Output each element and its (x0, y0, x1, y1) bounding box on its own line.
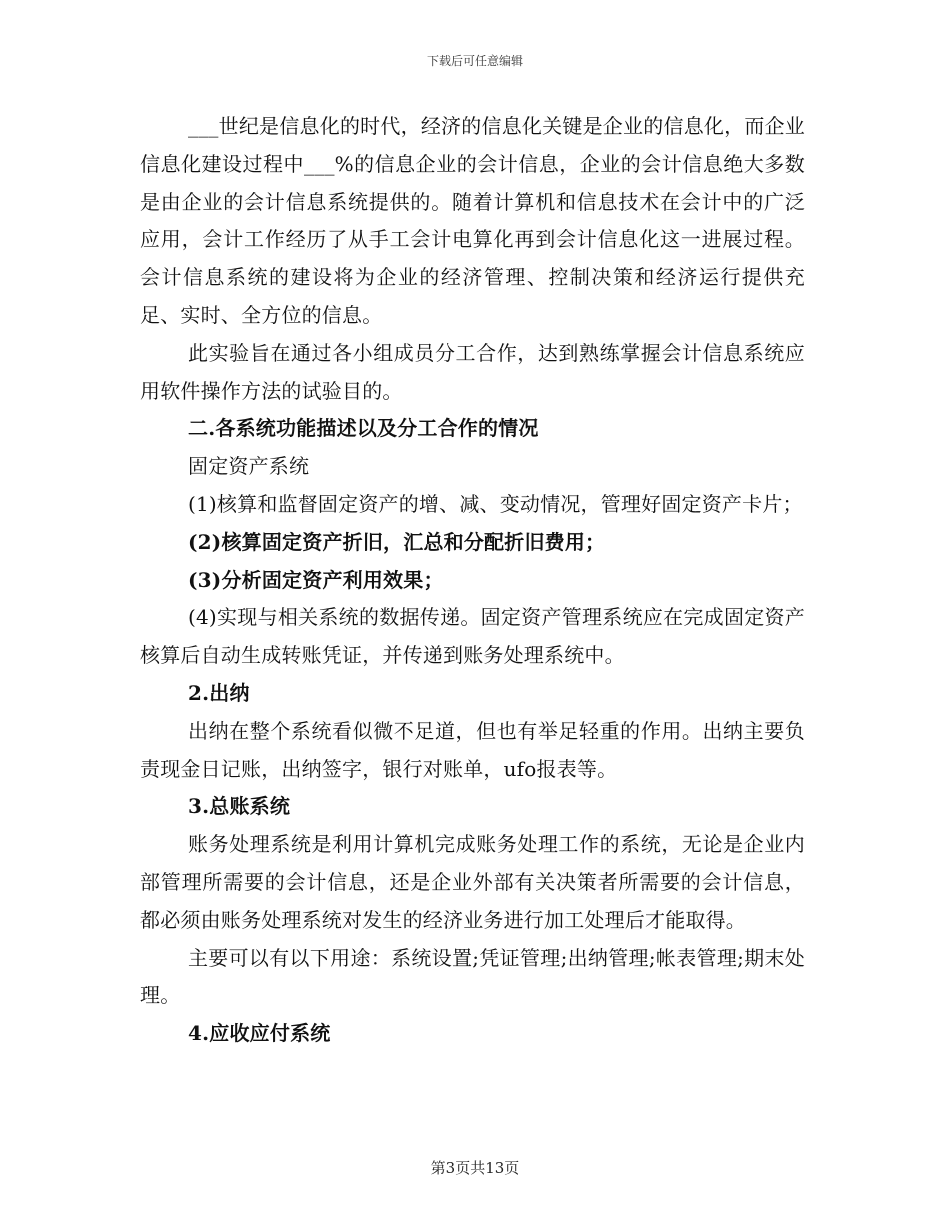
purpose-paragraph: 此实验旨在通过各小组成员分工合作，达到熟练掌握会计信息系统应用软件操作方法的试验目的。 (140, 340, 805, 403)
document-body (140, 108, 805, 1053)
list-item: (1)核算和监督固定资产的增、减、变动情况，管理好固定资产卡片； (188, 491, 803, 516)
page-header: 下载后可任意编辑 (426, 54, 523, 68)
list-item: (4)实现与相关系统的数据传递。固定资产管理系统应在完成固定资产核算后自动生成转账凭证，并传递到账务处理系统中。 (140, 605, 805, 668)
body-paragraph: 主要可以有以下用途：系统设置;凭证管理;出纳管理;帐表管理;期末处理。 (140, 945, 805, 1008)
intro-paragraph: ___世纪是信息化的时代，经济的信息化关键是企业的信息化，而企业信息化建设过程中___%的信息企业的会计信息，企业的会计信息绝大多数是由企业的会计信息系统提供的。随着计算机和信息技术在会计中的广泛应用，会计工作经历了从手工会计电算化再到会计信息化这一进展过程。会计信息系统的建设将为企业的经济管理、控制决策和经济运行提供充足、实时、全方位的信息。 (140, 114, 805, 327)
page-footer: 第3页共13页 (430, 1159, 520, 1177)
section-heading: 二.各系统功能描述以及分工合作的情况 (188, 416, 539, 441)
body-paragraph: 账务处理系统是利用计算机完成账务处理工作的系统，无论是企业内部管理所需要的会计信息，还是企业外部有关决策者所需要的会计信息，都必须由账务处理系统对发生的经济业务进行加工处理后才能取得。 (140, 832, 805, 932)
subsection-heading: 3.总账系统 (188, 794, 291, 819)
list-item: (3)分析固定资产利用效果； (188, 567, 444, 592)
subsection-heading: 2.出纳 (188, 680, 250, 705)
subsection-label: 固定资产系统 (188, 454, 310, 479)
body-paragraph: 出纳在整个系统看似微不足道，但也有举足轻重的作用。出纳主要负责现金日记账，出纳签字，银行对账单，ufo报表等。 (140, 718, 805, 781)
list-item: (2)核算固定资产折旧，汇总和分配折旧费用； (188, 529, 606, 554)
subsection-heading: 4.应收应付系统 (188, 1021, 331, 1046)
